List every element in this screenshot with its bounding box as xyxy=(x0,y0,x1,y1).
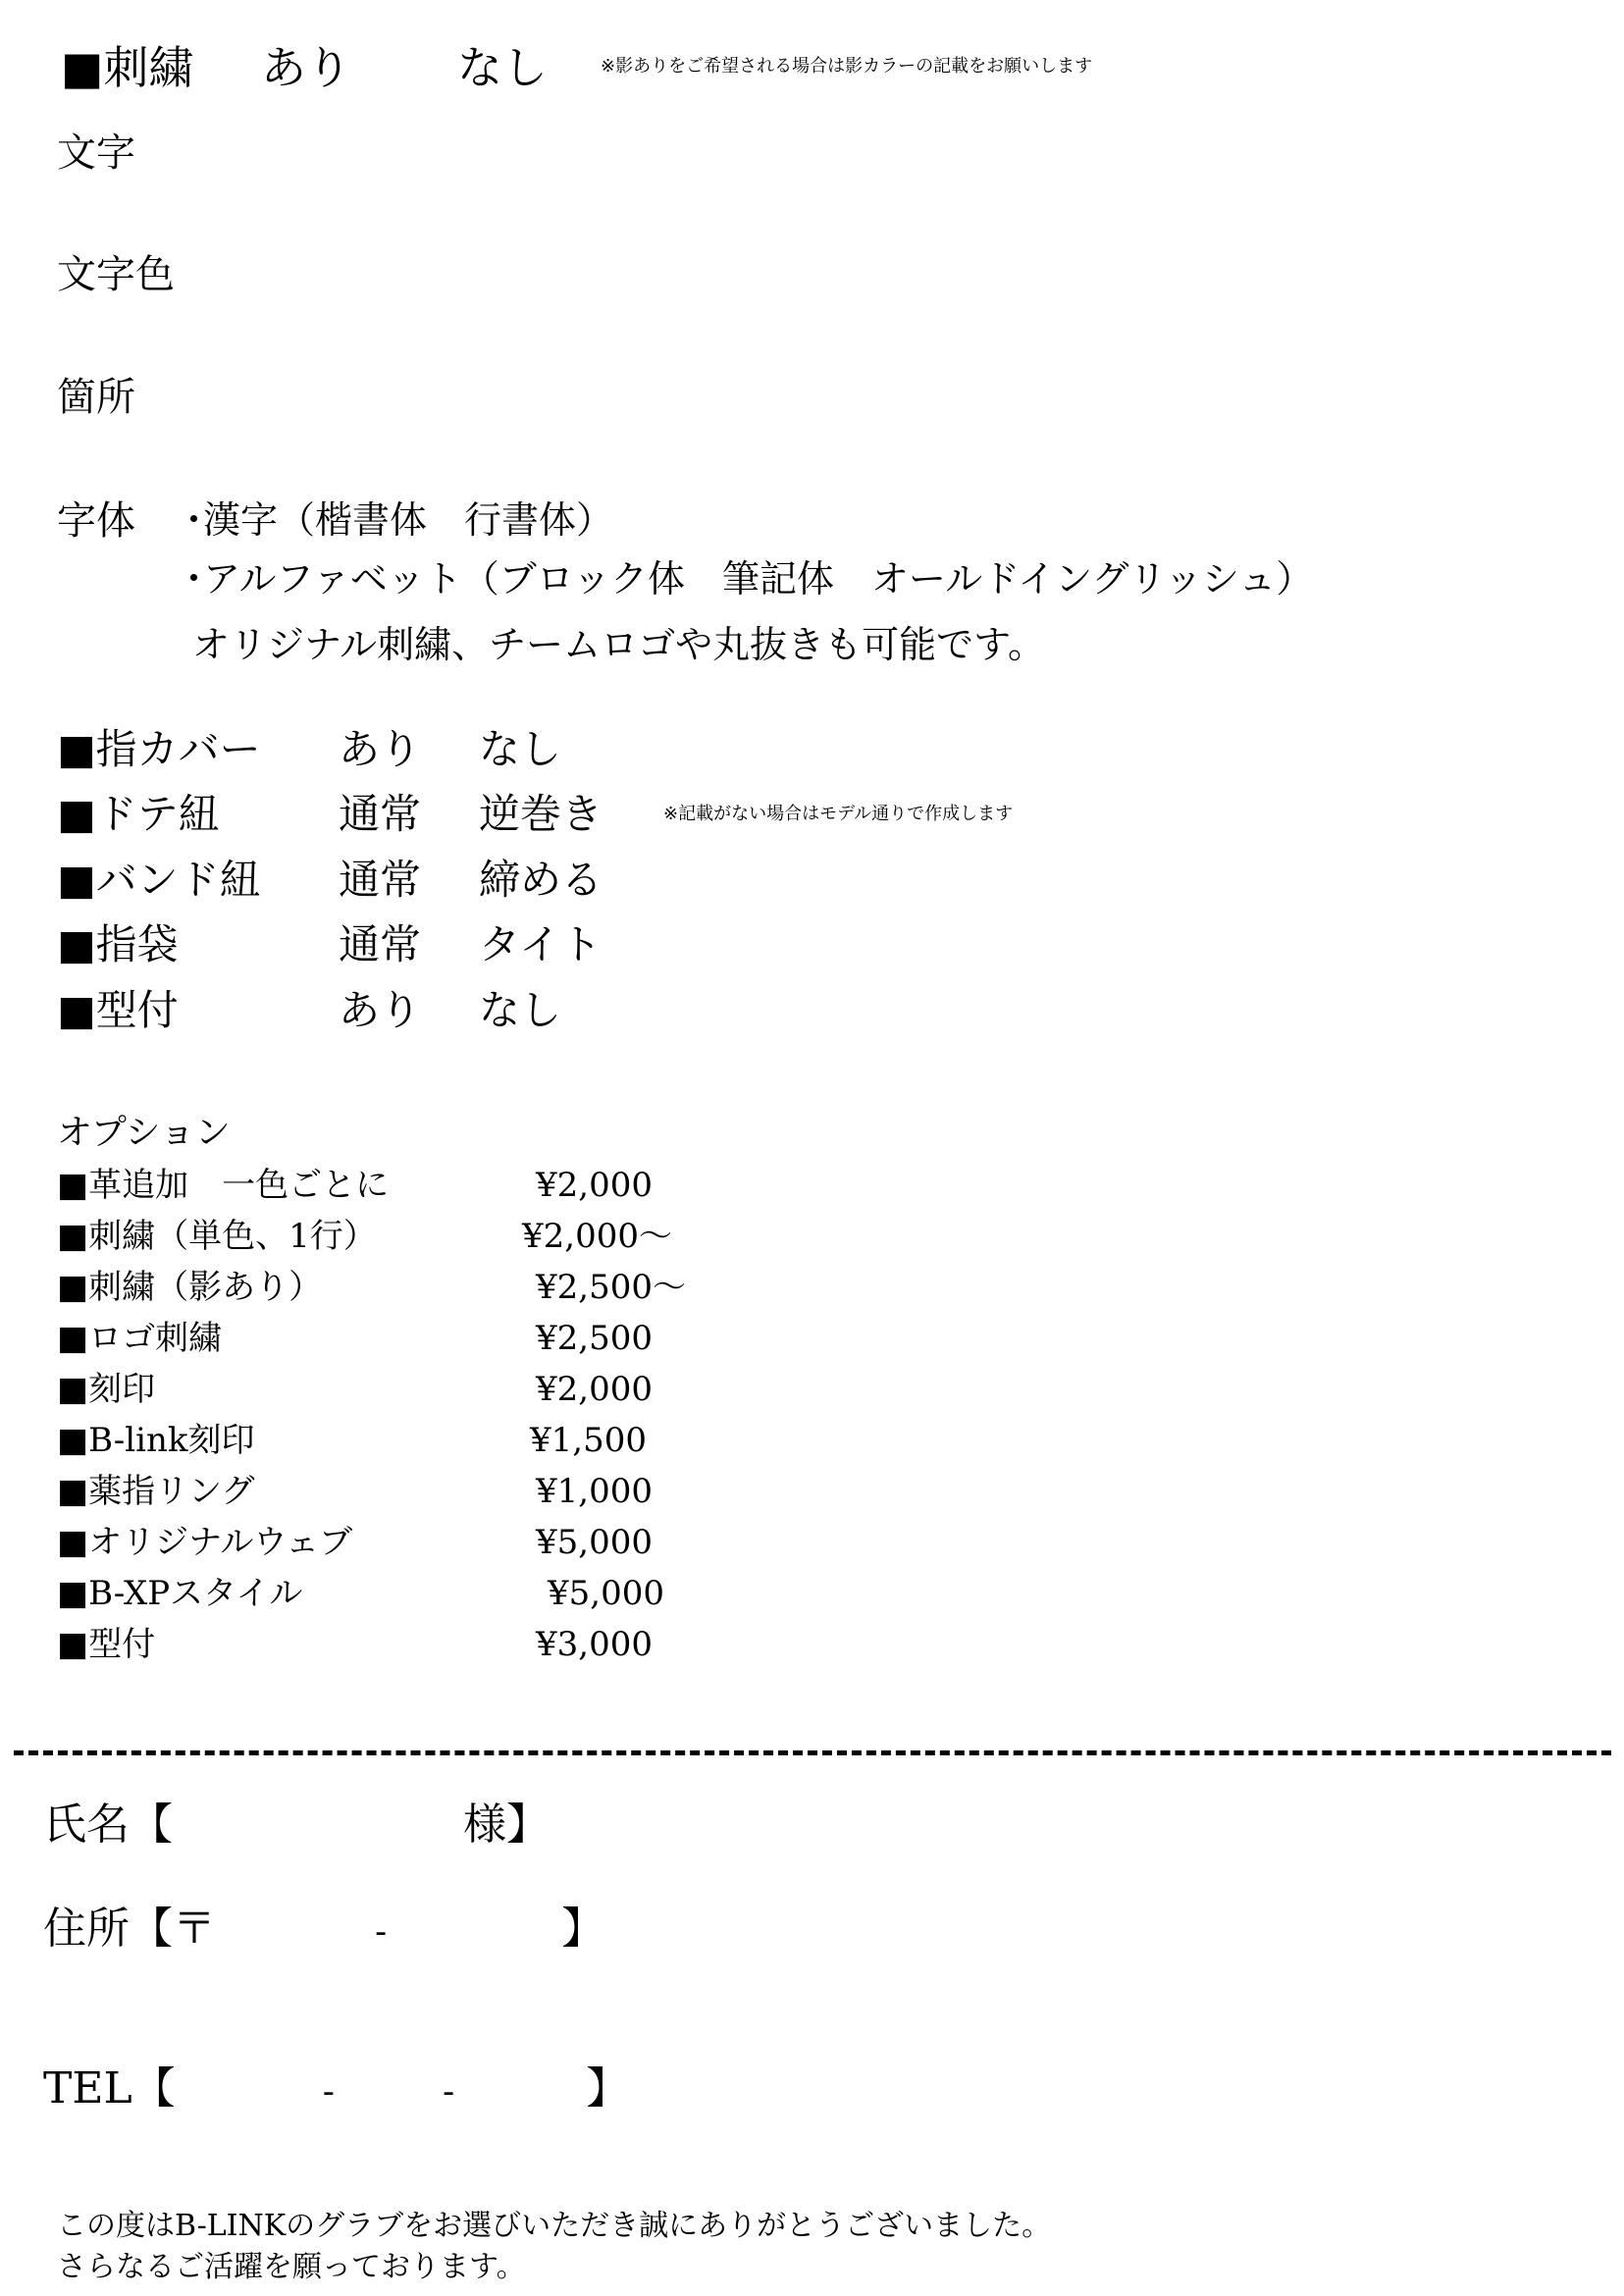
option-item-name: ■刺繍（影あり） xyxy=(57,1268,323,1307)
option-item-price: ¥5,000 xyxy=(536,1523,653,1562)
option-item-name: ■刺繍（単色、1行） xyxy=(57,1217,377,1256)
option-item-name: ■型付 xyxy=(57,1625,156,1664)
field-location-label: 箇所 xyxy=(57,375,135,420)
option-item-name: ■オリジナルウェブ xyxy=(57,1523,353,1562)
field-font-label: 字体 xyxy=(57,498,135,544)
selection-band-lace-normal[interactable]: 通常 xyxy=(339,856,422,904)
selection-finger-cover-no[interactable]: なし xyxy=(479,725,562,773)
selection-dote-lace-normal[interactable]: 通常 xyxy=(339,790,422,838)
selection-finger-cover-yes[interactable]: あり xyxy=(339,725,422,773)
font-option-kanji: ･漢字（楷書体 行書体） xyxy=(184,498,614,542)
selection-finger-stall-tight[interactable]: タイト xyxy=(479,920,602,968)
selection-label-finger-cover: ■指カバー xyxy=(57,725,261,773)
option-item-name: ■ロゴ刺繍 xyxy=(57,1319,223,1358)
option-item-name: ■革追加 一色ごとに xyxy=(57,1166,390,1205)
thanks-message-line2: さらなるご活躍を願っております。 xyxy=(57,2250,526,2284)
option-item-name: ■B-link刻印 xyxy=(57,1421,255,1460)
option-item-price: ¥2,000 xyxy=(536,1370,653,1409)
selection-shaping-no[interactable]: なし xyxy=(479,986,562,1034)
selection-band-lace-tight[interactable]: 締める xyxy=(479,856,603,904)
name-label: 氏名【 xyxy=(43,1800,173,1850)
selection-dote-lace-reverse[interactable]: 逆巻き xyxy=(479,790,603,838)
customer-tel-field[interactable] xyxy=(43,2063,630,2113)
option-item-name: ■刻印 xyxy=(57,1370,156,1409)
embroidery-shadow-note: ※影ありをご希望される場合は影カラーの記載をお願いします xyxy=(601,56,1093,77)
tel-dash-1: - xyxy=(322,2072,335,2112)
field-text-color-label: 文字色 xyxy=(57,252,175,297)
thanks-message-line1: この度はB-LINKのグラブをお選びいただき誠にありがとうございました。 xyxy=(57,2209,1052,2243)
options-title: オプション xyxy=(57,1113,231,1153)
option-item-price: ¥1,000 xyxy=(536,1472,653,1511)
selection-shaping-yes[interactable]: あり xyxy=(339,986,422,1034)
address-label: 住所【 xyxy=(43,1904,173,1954)
customer-name-field[interactable] xyxy=(43,1800,550,1850)
option-item-price: ¥2,500～ xyxy=(536,1268,686,1307)
option-item-price: ¥1,500 xyxy=(530,1421,647,1460)
name-suffix: 様】 xyxy=(463,1800,550,1850)
option-item-price: ¥5,000 xyxy=(548,1574,664,1613)
customer-address-field[interactable] xyxy=(43,1904,605,1954)
embroidery-heading: ■刺繍 xyxy=(61,41,194,94)
cut-divider xyxy=(14,1750,1611,1755)
option-item-price: ¥3,000 xyxy=(536,1625,653,1664)
selection-label-finger-stall: ■指袋 xyxy=(57,920,179,968)
selection-label-dote-lace: ■ドテ紐 xyxy=(57,790,220,838)
postal-mark: 〒 xyxy=(173,1904,216,1954)
selection-label-band-lace: ■バンド紐 xyxy=(57,856,261,904)
tel-close-bracket: 】 xyxy=(586,2063,630,2113)
postal-dash: - xyxy=(375,1912,388,1952)
selection-finger-stall-normal[interactable]: 通常 xyxy=(339,920,422,968)
option-item-price: ¥2,000 xyxy=(536,1166,653,1205)
option-item-price: ¥2,500 xyxy=(536,1319,653,1358)
address-close-bracket: 】 xyxy=(561,1904,605,1954)
option-item-name: ■薬指リング xyxy=(57,1472,255,1511)
embroidery-option-yes[interactable]: あり xyxy=(261,41,351,94)
font-option-alphabet: ･アルファベット（ブロック体 筆記体 オールドイングリッシュ） xyxy=(184,557,1314,600)
font-original-note: オリジナル刺繍、チームロゴや丸抜きも可能です。 xyxy=(192,623,1046,666)
option-item-name: ■B-XPスタイル xyxy=(57,1574,303,1613)
tel-dash-2: - xyxy=(442,2072,455,2112)
selection-default-note: ※記載がない場合はモデル通りで作成します xyxy=(663,804,1014,824)
embroidery-option-no[interactable]: なし xyxy=(457,41,548,94)
tel-label: TEL【 xyxy=(43,2063,176,2113)
field-text-label: 文字 xyxy=(57,130,135,176)
selection-label-shaping: ■型付 xyxy=(57,986,179,1034)
option-item-price: ¥2,000～ xyxy=(522,1217,672,1256)
